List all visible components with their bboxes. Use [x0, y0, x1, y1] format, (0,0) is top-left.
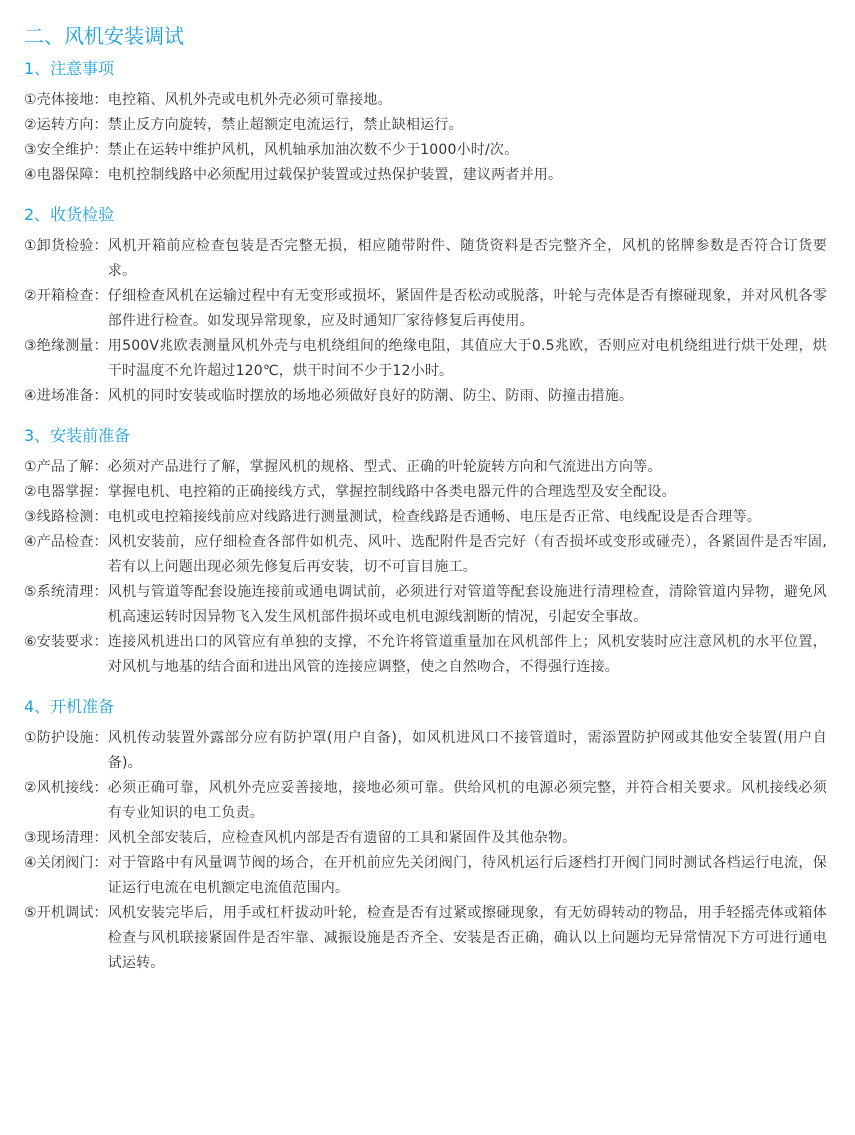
- section-heading: 1、注意事项: [24, 59, 115, 78]
- list-item: [24, 284, 827, 334]
- list-item: [24, 455, 827, 480]
- list-item: [24, 163, 827, 188]
- item-label: ⑤开机调试：: [24, 905, 108, 921]
- item-text: 对于管路中有风量调节阀的场合，在开机前应先关闭阀门，待风机运行后逐档打开阀门同时测试各档运行电流，保证运行电流在电机额定电流值范围内。: [107, 855, 827, 896]
- list-item: [24, 901, 827, 976]
- list-item: [24, 88, 827, 113]
- item-label: ①防护设施：: [24, 730, 108, 746]
- item-label: ③绝缘测量：: [24, 338, 108, 354]
- item-label: ③安全维护：: [24, 142, 108, 158]
- item-text: 连接风机进出口的风管应有单独的支撑，不允许将管道重量加在风机部件上；风机安装时应注意风机的水平位置，对风机与地基的结合面和进出风管的连接应调整，使之自然吻合，不得强行连接。: [107, 634, 827, 675]
- item-text: 用500V兆欧表测量风机外壳与电机绕组间的绝缘电阻，其值应大于0.5兆欧，否则应对电机绕组进行烘干处理，烘干时温度不允许超过120℃，烘干时间不少于12小时。: [107, 338, 827, 379]
- item-label: ①卸货检验：: [24, 238, 108, 254]
- item-text: 禁止反方向旋转，禁止超额定电流运行，禁止缺相运行。: [107, 117, 463, 133]
- list-item: [24, 776, 827, 826]
- section-heading: 2、收货检验: [24, 205, 115, 224]
- item-label: ①产品了解：: [24, 459, 108, 475]
- list-item: [24, 384, 827, 409]
- section-precautions: [24, 58, 827, 188]
- item-text: 风机安装完毕后，用手或杠杆拔动叶轮，检查是否有过紧或擦碰现象，有无妨碍转动的物品，用手轻摇壳体或箱体检查与风机联接紧固件是否牢靠、减振设施是否齐全、安装是否正确，确认以上问题均无异常情况下方可进行通电试运转。: [107, 905, 827, 971]
- item-label: ④产品检查：: [24, 534, 108, 550]
- item-text: 风机与管道等配套设施连接前或通电调试前，必须进行对管道等配套设施进行清理检查，清除管道内异物，避免风机高速运转时因异物飞入发生风机部件损坏或电机电源线割断的情况，引起安全事故。: [107, 584, 827, 625]
- item-text: 电机或电控箱接线前应对线路进行测量测试，检查线路是否通畅、电压是否正常、电线配设是否合理等。: [107, 509, 761, 525]
- section-heading: 4、开机准备: [24, 697, 115, 716]
- section-pre-installation: [24, 425, 827, 680]
- item-text: 必须对产品进行了解，掌握风机的规格、型式、正确的叶轮旋转方向和气流进出方向等。: [107, 459, 662, 475]
- list-item: [24, 113, 827, 138]
- item-label: ①壳体接地：: [24, 92, 108, 108]
- section-spacer: [24, 188, 827, 204]
- item-text: 风机开箱前应检查包装是否完整无损，相应随带附件、随货资料是否完整齐全，风机的铭牌参数是否符合订货要求。: [107, 238, 827, 279]
- list-item: [24, 726, 827, 776]
- item-text: 电机控制线路中必须配用过载保护装置或过热保护装置，建议两者并用。: [107, 167, 563, 183]
- list-item: [24, 630, 827, 680]
- item-text: 电控箱、风机外壳或电机外壳必须可靠接地。: [107, 92, 392, 108]
- list-item: [24, 138, 827, 163]
- section-startup-preparation: [24, 696, 827, 976]
- list-item: [24, 580, 827, 630]
- page-title: 二、风机安装调试: [24, 24, 184, 48]
- item-label: ②运转方向：: [24, 117, 108, 133]
- list-item: [24, 234, 827, 284]
- item-label: ②电器掌握：: [24, 484, 108, 500]
- section-receiving-inspection: [24, 204, 827, 409]
- item-text: 风机全部安装后，应检查风机内部是否有遗留的工具和紧固件及其他杂物。: [107, 830, 577, 846]
- item-label: ②开箱检查：: [24, 288, 108, 304]
- list-item: [24, 851, 827, 901]
- item-text: 仔细检查风机在运输过程中有无变形或损坏，紧固件是否松动或脱落，叶轮与壳体是否有擦碰现象，并对风机各零部件进行检查。如发现异常现象，应及时通知厂家待修复后再使用。: [107, 288, 827, 329]
- item-text: 必须正确可靠，风机外壳应妥善接地，接地必须可靠。供给风机的电源必须完整，并符合相关要求。风机接线必须有专业知识的电工负责。: [107, 780, 827, 821]
- item-text: 风机安装前，应仔细检查各部件如机壳、风叶、选配附件是否完好（有否损坏或变形或碰壳），各紧固件是否牢固,若有以上问题出现必须先修复后再安装，切不可盲目施工。: [107, 534, 827, 575]
- list-item: [24, 334, 827, 384]
- item-label: ⑥安装要求：: [24, 634, 108, 650]
- item-text: 风机传动装置外露部分应有防护罩(用户自备)，如风机进风口不接管道时，需添置防护网或其他安全装置(用户自备)。: [107, 730, 827, 771]
- list-item: [24, 530, 827, 580]
- item-label: ③线路检测：: [24, 509, 108, 525]
- section-spacer: [24, 409, 827, 425]
- item-text: 禁止在运转中维护风机，风机轴承加油次数不少于1000小时/次。: [107, 142, 519, 158]
- item-text: 风机的同时安装或临时摆放的场地必须做好良好的防潮、防尘、防雨、防撞击措施。: [107, 388, 634, 404]
- item-label: ⑤系统清理：: [24, 584, 108, 600]
- list-item: [24, 505, 827, 530]
- item-label: ④进场准备：: [24, 388, 108, 404]
- item-text: 掌握电机、电控箱的正确接线方式，掌握控制线路中各类电器元件的合理选型及安全配设。: [107, 484, 676, 500]
- item-label: ④关闭阀门：: [24, 855, 108, 871]
- list-item: [24, 480, 827, 505]
- section-heading: 3、安装前准备: [24, 426, 131, 445]
- list-item: [24, 826, 827, 851]
- item-label: ③现场清理：: [24, 830, 108, 846]
- item-label: ④电器保障：: [24, 167, 108, 183]
- item-label: ②风机接线：: [24, 780, 108, 796]
- section-spacer: [24, 680, 827, 696]
